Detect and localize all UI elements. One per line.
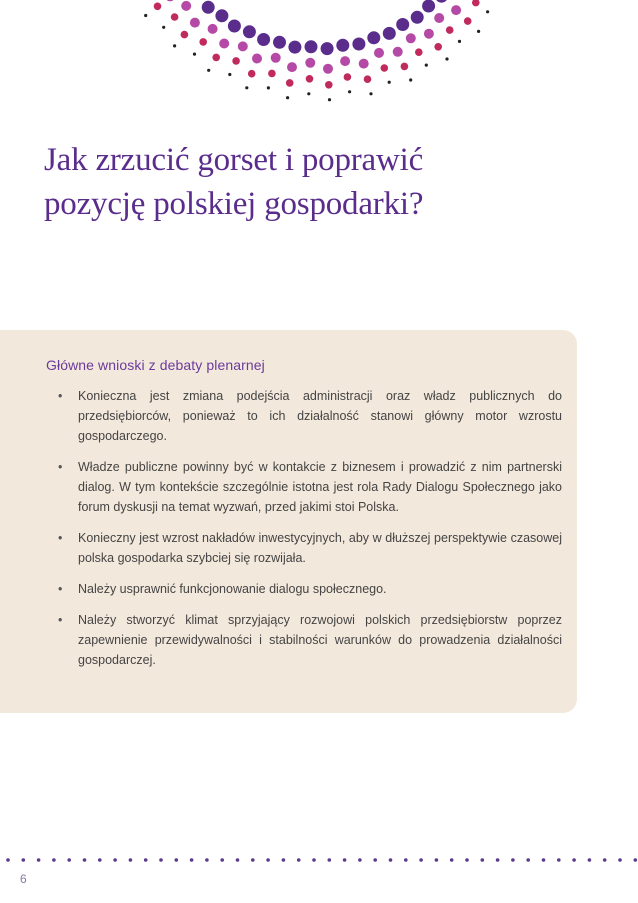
burst-dot <box>267 86 270 89</box>
footer-dot <box>634 858 638 862</box>
burst-dot <box>199 38 207 46</box>
burst-dot <box>208 24 218 34</box>
burst-dot <box>323 64 333 74</box>
burst-dot <box>171 13 179 21</box>
burst-dot <box>477 30 480 33</box>
conclusions-list <box>58 386 562 681</box>
burst-dot <box>406 33 416 43</box>
burst-dot <box>306 75 314 83</box>
burst-dot <box>435 0 448 3</box>
burst-dot <box>287 62 297 72</box>
list-item-text: Konieczny jest wzrost nakładów inwestycyjnych, aby w dłuższej perspektywie czasowej polska gospodarka szybciej się rozwijała. <box>78 531 562 565</box>
footer-dot <box>282 858 286 862</box>
footer-dot <box>98 858 102 862</box>
footer-dot <box>419 858 423 862</box>
footer-dot <box>266 858 270 862</box>
burst-dot <box>383 27 396 40</box>
bullet-icon: • <box>58 460 63 474</box>
list-item-text: Należy usprawnić funkcjonowanie dialogu społecznego. <box>78 582 387 596</box>
burst-dot <box>415 48 423 56</box>
footer-dot <box>389 858 393 862</box>
footer-dot <box>129 858 133 862</box>
footer-dot <box>450 858 454 862</box>
burst-dot <box>367 31 380 44</box>
footer-dot <box>496 858 500 862</box>
burst-dot <box>252 54 262 64</box>
page-number: 6 <box>20 872 27 886</box>
burst-dot <box>434 13 444 23</box>
list-item-text: Należy stworzyć klimat sprzyjający rozwojowi polskich przedsiębiorstw poprzez zapewnienie przewidywalności i stabilności warunków do prowadzenia działalności gospodarczej. <box>78 613 562 667</box>
burst-dot <box>154 3 162 11</box>
footer-dot <box>312 858 316 862</box>
burst-dot <box>268 70 276 78</box>
list-item <box>58 610 562 670</box>
footer-dot <box>6 858 10 862</box>
burst-dot <box>446 26 454 34</box>
burst-dot <box>348 90 351 93</box>
burst-dot <box>307 92 310 95</box>
burst-dot <box>305 40 318 53</box>
burst-dot <box>190 18 200 28</box>
burst-dot <box>202 1 215 14</box>
burst-dot <box>271 53 281 63</box>
burst-dot <box>165 0 175 1</box>
burst-dot <box>181 1 191 11</box>
burst-dot <box>458 40 461 43</box>
burst-dot <box>340 56 350 66</box>
burst-dot <box>181 31 189 39</box>
burst-dot <box>464 17 472 25</box>
footer-dot <box>159 858 163 862</box>
burst-dot <box>212 54 220 62</box>
footer-dot <box>572 858 576 862</box>
footer-dot <box>542 858 546 862</box>
footer-dot <box>175 858 179 862</box>
bullet-icon: • <box>58 531 63 545</box>
burst-dot <box>381 64 389 72</box>
burst-dot <box>472 0 480 6</box>
footer-dot <box>526 858 530 862</box>
burst-dot <box>369 92 372 95</box>
footer-dot <box>52 858 56 862</box>
burst-dot <box>359 59 369 69</box>
burst-dot <box>396 18 409 31</box>
burst-dot <box>424 29 434 39</box>
burst-dot <box>193 53 196 56</box>
burst-dot <box>344 73 352 81</box>
burst-dot <box>232 57 240 65</box>
burst-dot <box>364 75 372 83</box>
footer-dot <box>190 858 194 862</box>
footer-dot <box>404 858 408 862</box>
burst-dot <box>257 33 270 46</box>
footer-dot <box>113 858 117 862</box>
footer-dot <box>588 858 592 862</box>
burst-dot <box>228 73 231 76</box>
burst-dot <box>434 43 442 51</box>
burst-dot <box>451 5 461 15</box>
dotted-burst-ornament <box>0 0 638 120</box>
footer-dot <box>511 858 515 862</box>
burst-dot <box>374 48 384 58</box>
burst-dot <box>238 41 248 51</box>
title-line-1: Jak zrzucić gorset i poprawić <box>44 142 424 178</box>
burst-dot <box>207 69 210 72</box>
footer-dot <box>481 858 485 862</box>
list-item-text: Władze publiczne powinny być w kontakcie z biznesem i prowadzić z nim partnerski dialog. W tym kontekście szczególnie istotna jest rola Rady Dialogu Społecznego jako forum dyskusji na temat wyzwań, przed jakimi stoi Polska. <box>78 460 562 514</box>
burst-dot <box>286 96 289 99</box>
footer-dot <box>37 858 41 862</box>
footer-dot <box>435 858 439 862</box>
footer-dot <box>220 858 224 862</box>
burst-dot <box>305 58 315 68</box>
burst-dot <box>273 36 286 49</box>
conclusions-heading: Główne wnioski z debaty plenarnej <box>46 357 265 373</box>
burst-dot <box>243 25 256 38</box>
burst-dot <box>425 64 428 67</box>
list-item <box>58 386 562 446</box>
footer-dot <box>144 858 148 862</box>
footer-dot <box>373 858 377 862</box>
footer-dot <box>22 858 26 862</box>
footer-dot <box>358 858 362 862</box>
burst-dot <box>486 10 489 13</box>
burst-dot <box>144 14 147 17</box>
list-item <box>58 528 562 568</box>
burst-dot <box>286 79 294 87</box>
burst-dot <box>219 39 229 49</box>
title-line-2: pozycję polskiej gospodarki? <box>44 186 424 222</box>
footer-dot <box>343 858 347 862</box>
burst-dot <box>445 57 448 60</box>
footer-dotted-rule <box>0 854 638 866</box>
burst-dot <box>245 86 248 89</box>
footer-dot <box>205 858 209 862</box>
list-item-text: Konieczna jest zmiana podejścia administracji oraz władz publicznych do przedsiębiorców, ponieważ to ich działalność stanowi główny motor wzrostu gospodarczego. <box>78 389 562 443</box>
footer-dot <box>297 858 301 862</box>
burst-dot <box>321 42 334 55</box>
burst-dot <box>162 26 165 29</box>
burst-dot <box>288 41 301 54</box>
burst-dot <box>401 63 409 71</box>
bullet-icon: • <box>58 582 63 596</box>
footer-dot <box>251 858 255 862</box>
burst-dot <box>411 11 424 24</box>
list-item <box>58 579 562 599</box>
footer-dot <box>465 858 469 862</box>
burst-dot <box>215 9 228 22</box>
footer-dot <box>328 858 332 862</box>
burst-dot <box>409 78 412 81</box>
burst-dot <box>328 98 331 101</box>
burst-dot <box>388 81 391 84</box>
burst-dot <box>393 47 403 57</box>
footer-dot <box>557 858 561 862</box>
burst-dot <box>422 0 435 13</box>
burst-dot <box>336 39 349 52</box>
burst-dot <box>228 20 241 33</box>
bullet-icon: • <box>58 389 63 403</box>
burst-dot <box>173 44 176 47</box>
footer-dot <box>618 858 622 862</box>
list-item <box>58 457 562 517</box>
footer-dot <box>83 858 87 862</box>
bullet-icon: • <box>58 613 63 627</box>
burst-dot <box>248 70 256 78</box>
footer-dot <box>236 858 240 862</box>
footer-dot <box>603 858 607 862</box>
footer-dot <box>67 858 71 862</box>
burst-dot <box>325 81 333 89</box>
page-title <box>44 138 564 226</box>
burst-dot <box>352 38 365 51</box>
